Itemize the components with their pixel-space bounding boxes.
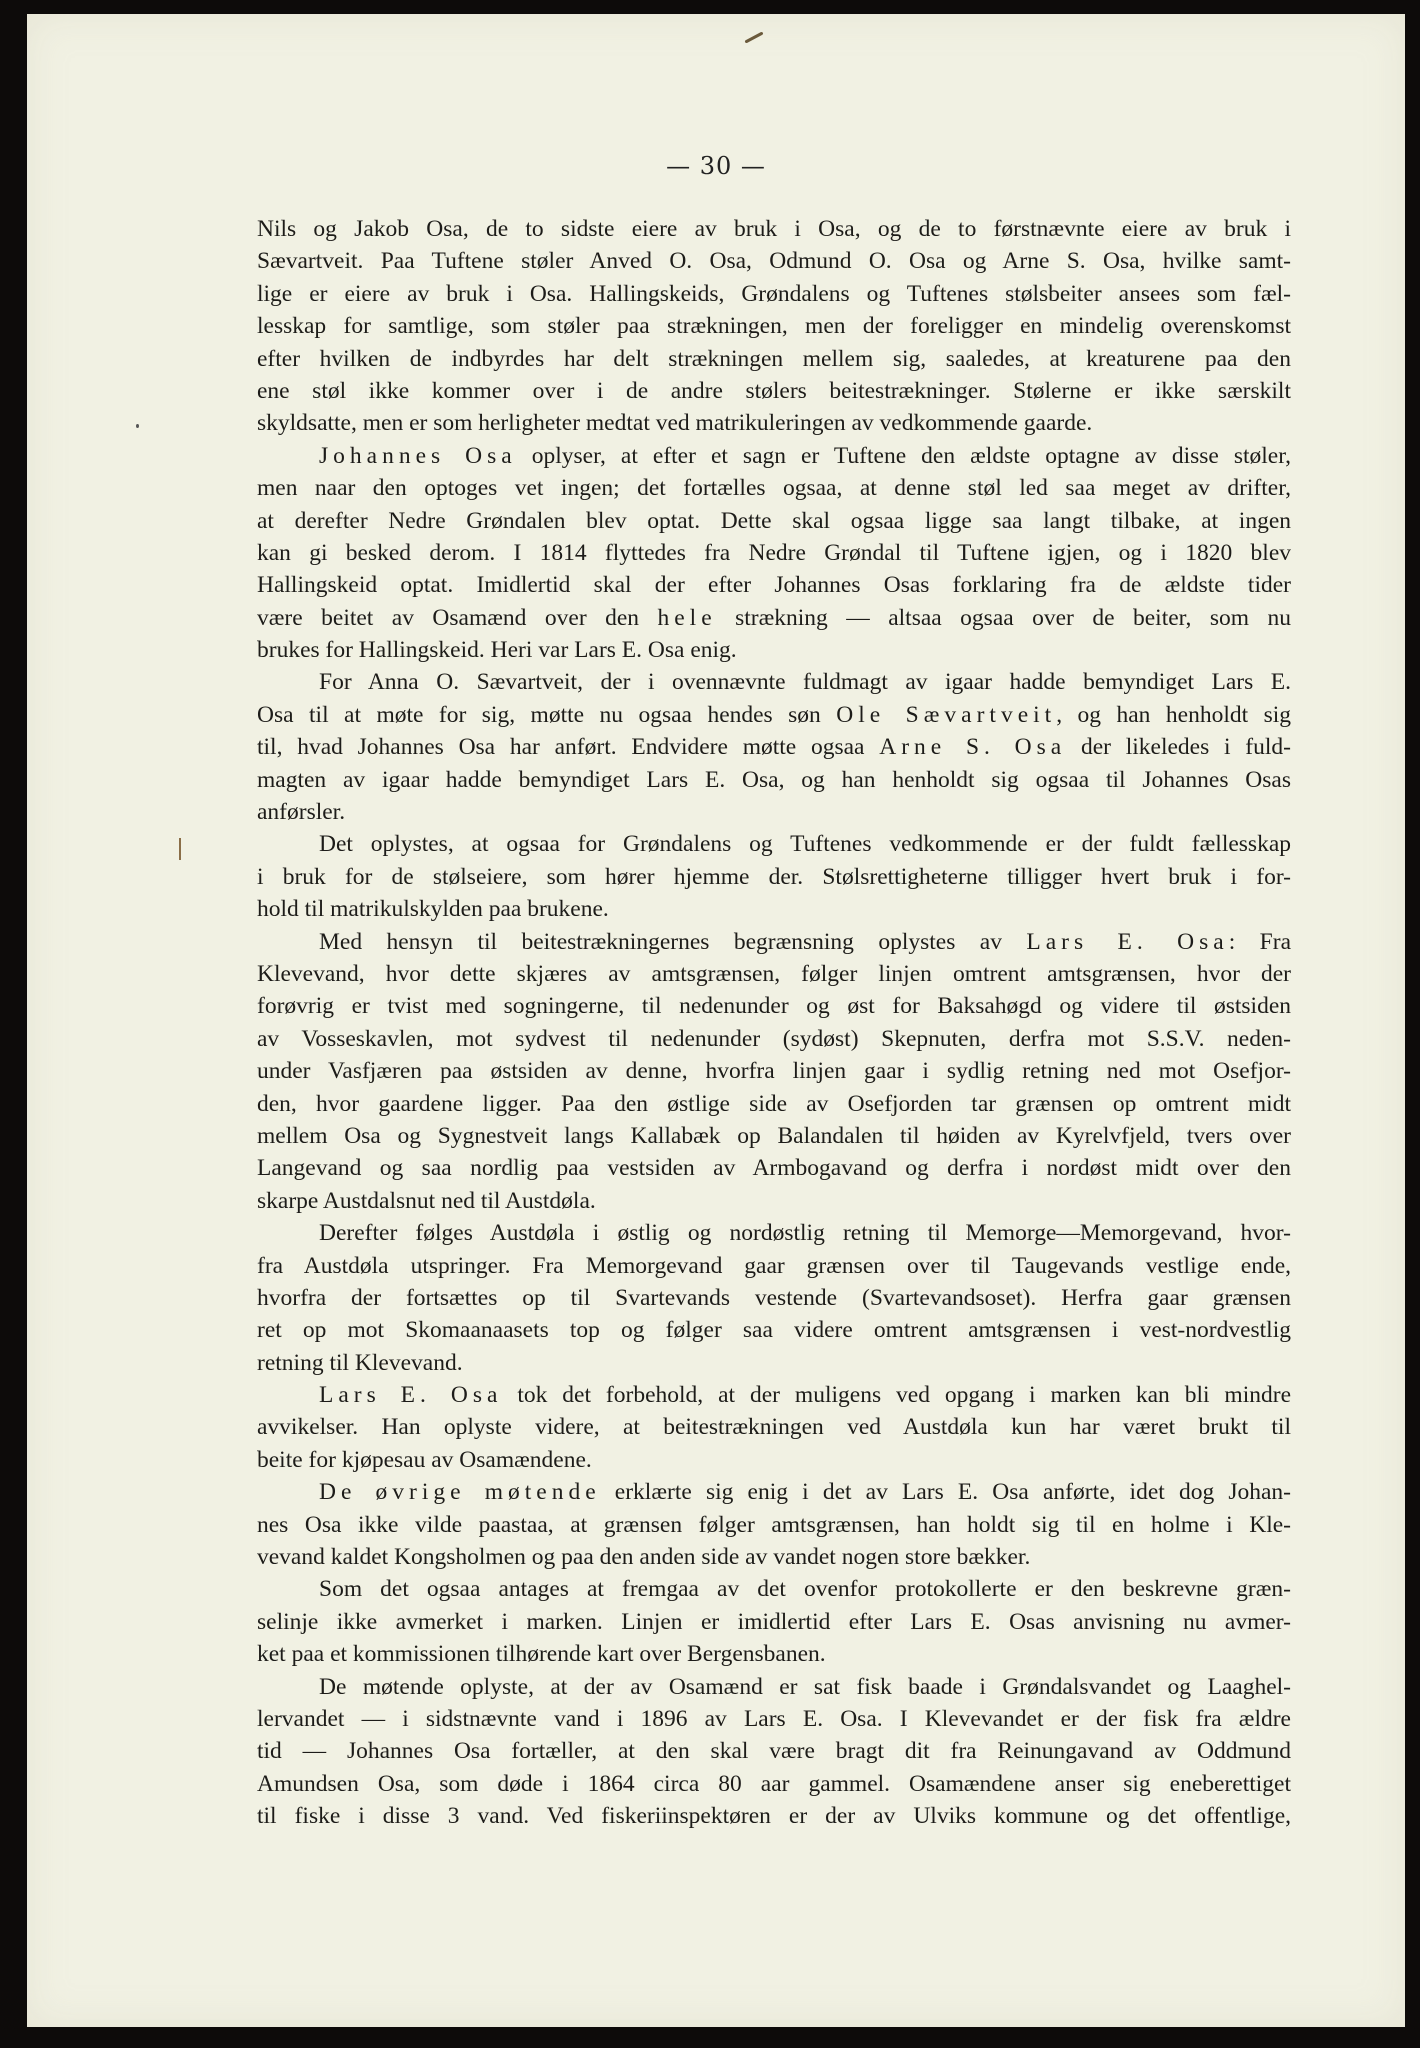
text-line: beite for kjøpesau av Osamændene.	[257, 1446, 592, 1473]
text-line: For Anna O. Sævartveit, der i ovennævnte fuldmagt av igaar hadde bemyndiget Lars E.	[319, 669, 1291, 696]
text-span: være beitet av Osamænd over den	[257, 604, 658, 631]
text-line: Det oplystes, at ogsaa for Grøndalens og Tuftenes vedkommende er der fuldt fællesskap	[319, 831, 1291, 858]
text-line: men naar den optoges vet ingen; det fortælles ogsaa, at denne støl led saa meget av drifter,	[257, 475, 1291, 502]
text-line: fra Austdøla utspringer. Fra Memorgevand gaar grænsen over til Taugevands vestlige ende,	[257, 1252, 1291, 1279]
text-line: ret op mot Skomaanaasets top og følger saa videre omtrent amtsgrænsen i vest-nordvestlig	[257, 1317, 1291, 1344]
text-line: lesskap for samtlige, som støler paa strækningen, men der foreligger en mindelig overenskomst	[257, 313, 1291, 340]
text-line: av Vosseskavlen, mot sydvest til nedenunder (sydøst) Skepnuten, derfra mot S.S.V. neden-	[257, 1025, 1291, 1052]
text-line: Sævartveit. Paa Tuftene støler Anved O. Osa, Odmund O. Osa og Arne S. Osa, hvilke samt-	[257, 248, 1291, 275]
margin-dot	[136, 424, 139, 428]
spaced-name: Lars E. Osa	[319, 1382, 503, 1409]
text-span: strækning — altsaa ogsaa over de beiter, som nu	[716, 604, 1291, 631]
text-span: , og han henholdt sig	[1056, 701, 1292, 728]
pencil-tick-mark	[744, 31, 763, 43]
text-line: vevand kaldet Kongsholmen og paa den anden side av vandet nogen store bækker.	[257, 1544, 1031, 1571]
text-line: retning til Klevevand.	[257, 1349, 463, 1376]
text-line: forøvrig er tvist med sogningerne, til nedenunder og øst for Baksahøgd og videre til østsiden	[257, 993, 1291, 1020]
text-span: tok det forbehold, at der muligens ved opgang i marken kan bli mindre	[502, 1382, 1291, 1409]
text-line: selinje ikke avmerket i marken. Linjen er imidlertid efter Lars E. Osas anvisning nu avmer-	[257, 1608, 1291, 1635]
text-line: Klevevand, hvor dette skjæres av amtsgrænsen, følger linjen omtrent amtsgrænsen, hvor der	[257, 960, 1291, 987]
text-line: under Vasfjæren paa østsiden av denne, hvorfra linjen gaar i sydlig retning ned mot Osefjor-	[257, 1058, 1291, 1085]
text-line: Nils og Jakob Osa, de to sidste eiere av bruk i Osa, og de to førstnævnte eiere av bruk i	[257, 216, 1291, 242]
text-line	[257, 1379, 1291, 1411]
text-line	[257, 440, 1291, 472]
text-line: Langevand og saa nordlig paa vestsiden av Armbogavand og derfra i nordøst midt over den	[257, 1155, 1291, 1182]
text-line: mellem Osa og Sygnestveit langs Kallabæk op Balandalen til høiden av Kyrelvfjeld, tvers over	[257, 1122, 1291, 1149]
text-line: Derefter følges Austdøla i østlig og nordøstlig retning til Memorge—Memorgevand, hvor-	[319, 1220, 1291, 1247]
text-line: til fiske i disse 3 vand. Ved fiskeriinspektøren er der av Ulviks kommune og det offentlige,	[257, 1803, 1291, 1830]
text-line: lige er eiere av bruk i Osa. Hallingskeids, Grøndalens og Tuftenes stølsbeiter ansees som fæl-	[257, 280, 1291, 307]
text-line: brukes for Hallingskeid. Heri var Lars E. Osa enig.	[257, 637, 737, 664]
body-text	[257, 213, 1291, 1833]
text-line: tid — Johannes Osa fortæller, at den skal være bragt dit fra Reinungavand av Oddmund	[257, 1738, 1291, 1765]
text-span: erklærte sig enig i det av Lars E. Osa anførte, idet dog Johan-	[600, 1479, 1291, 1506]
spaced-word: hele	[657, 604, 717, 631]
text-line: ket paa et kommissionen tilhørende kart over Bergensbanen.	[257, 1641, 826, 1668]
text-span: oplyser, at efter et sagn er Tuftene den ældste optagne av disse støler,	[516, 442, 1291, 469]
spaced-name: Johannes Osa	[319, 442, 517, 469]
spaced-name: De øvrige møtende	[319, 1479, 601, 1506]
text-line: skyldsatte, men er som herligheter medtat ved matrikuleringen av vedkommende gaarde.	[257, 410, 1093, 437]
text-line: Hallingskeid optat. Imidlertid skal der efter Johannes Osas forklaring fra de ældste tider	[257, 572, 1291, 599]
text-line: lervandet — i sidstnævnte vand i 1896 av Lars E. Osa. I Klevevandet er der fisk fra ældre	[257, 1705, 1291, 1732]
text-line: kan gi besked derom. I 1814 flyttedes fra Nedre Grøndal til Tuftene igjen, og i 1820 blev	[257, 539, 1291, 566]
text-span: Med hensyn til beitestrækningernes begrænsning oplystes av	[319, 928, 1027, 955]
text-span: der likeledes i fuld-	[1066, 734, 1291, 761]
text-span: : Fra	[1228, 928, 1291, 955]
spaced-name: Ole Sævartveit	[836, 701, 1057, 728]
spaced-name: Lars E. Osa	[1026, 928, 1229, 955]
page-number: — 30 —	[666, 152, 766, 180]
text-line: ene støl ikke kommer over i de andre stølers beitestrækninger. Stølerne er ikke særskilt	[257, 377, 1291, 404]
document-page	[27, 14, 1405, 2027]
text-line	[257, 926, 1291, 958]
text-line: at derefter Nedre Grøndalen blev optat. Dette skal ogsaa ligge saa langt tilbake, at ingen	[257, 507, 1291, 534]
text-line: Amundsen Osa, som døde i 1864 circa 80 aar gammel. Osamændene anser sig eneberettiget	[257, 1770, 1291, 1797]
text-line: den, hvor gaardene ligger. Paa den østlige side av Osefjorden tar grænsen op omtrent midt	[257, 1090, 1291, 1117]
text-line: avvikelser. Han oplyste videre, at beitestrækningen ved Austdøla kun har været brukt til	[257, 1414, 1291, 1441]
text-line: anførsler.	[257, 799, 346, 826]
text-line: efter hvilken de indbyrdes har delt strækningen mellem sig, saaledes, at kreaturene paa den	[257, 345, 1291, 372]
text-span: til, hvad Johannes Osa har anført. Endvidere møtte ogsaa	[257, 734, 880, 761]
text-line: De møtende oplyste, at der av Osamænd er sat fisk baade i Grøndalsvandet og Laaghel-	[319, 1673, 1291, 1700]
text-line: magten av igaar hadde bemyndiget Lars E. Osa, og han henholdt sig ogsaa til Johannes Osas	[257, 766, 1291, 793]
text-line: hvorfra der fortsættes op til Svartevands vestende (Svartevandsoset). Herfra gaar grænsen	[257, 1284, 1291, 1311]
spaced-name: Arne S. Osa	[879, 734, 1067, 761]
text-line	[257, 699, 1291, 731]
text-line: Som det ogsaa antages at fremgaa av det ovenfor protokollerte er den beskrevne græn-	[319, 1576, 1291, 1603]
text-line	[257, 1476, 1291, 1508]
margin-bar-mark	[179, 838, 181, 860]
text-line	[257, 602, 1291, 634]
text-line: i bruk for de stølseiere, som hører hjemme der. Stølsrettigheterne tilligger hvert bruk i for-	[257, 863, 1291, 890]
text-line: skarpe Austdalsnut ned til Austdøla.	[257, 1187, 596, 1214]
text-line: nes Osa ikke vilde paastaa, at grænsen følger amtsgrænsen, han holdt sig til en holme i Kle-	[257, 1511, 1291, 1538]
text-line	[257, 731, 1291, 763]
text-line: hold til matrikulskylden paa brukene.	[257, 896, 609, 923]
text-span: Osa til at møte for sig, møtte nu ogsaa hendes søn	[257, 701, 837, 728]
